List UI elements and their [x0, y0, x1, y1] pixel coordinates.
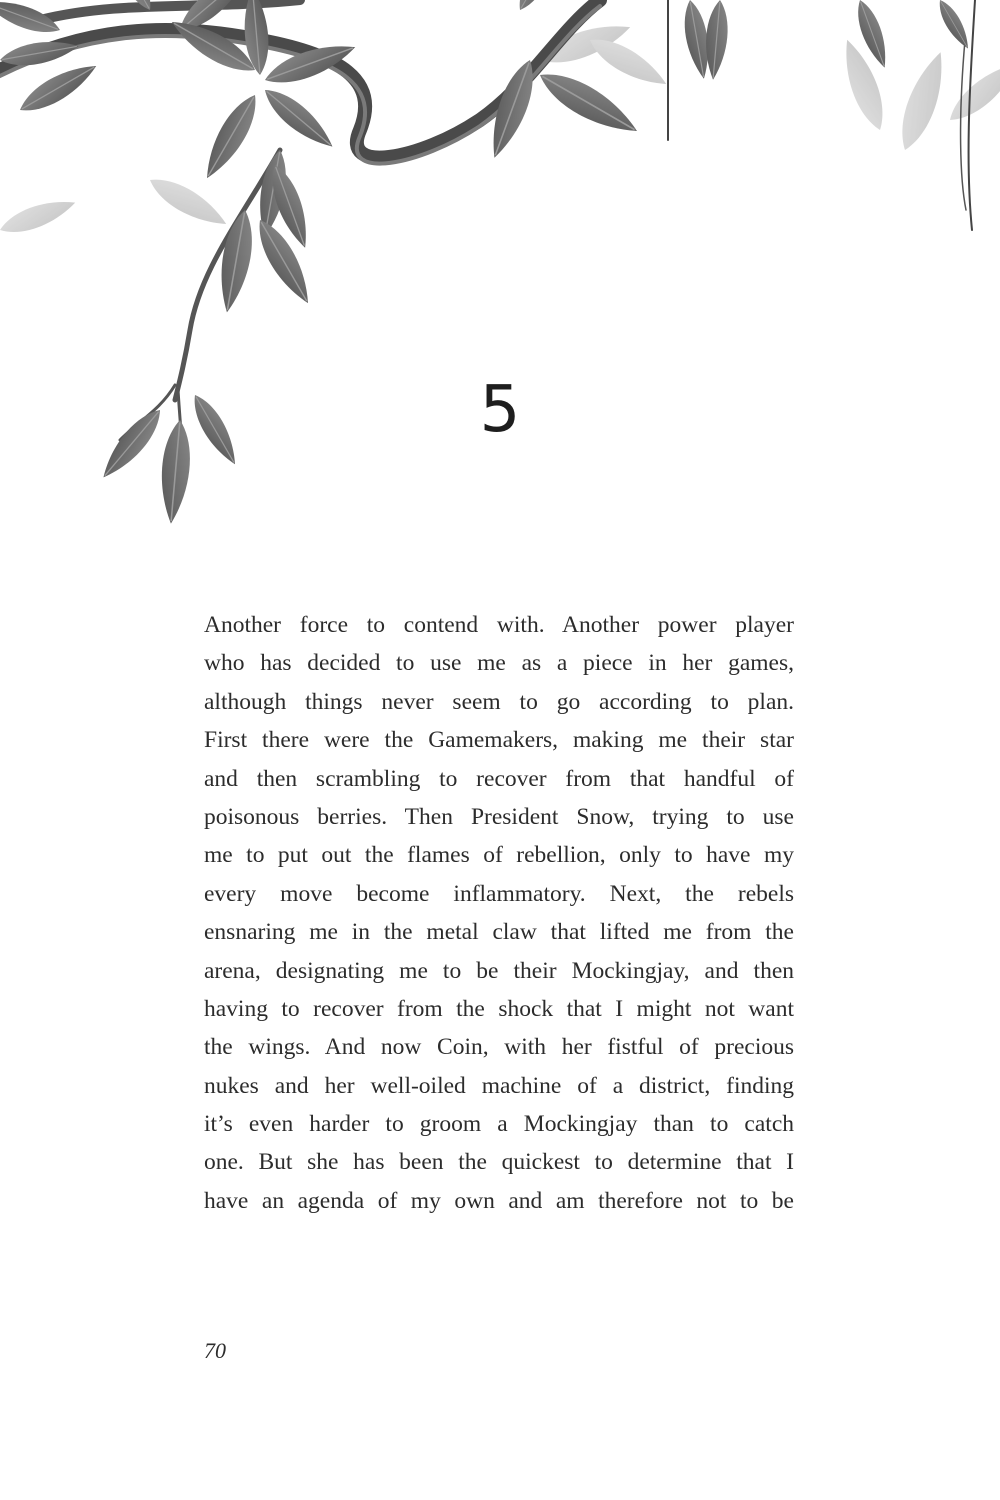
text-line: arena, designating me to be their Mockingjay, and then	[204, 957, 794, 984]
text-line: me to put out the flames of rebellion, only to have my	[204, 842, 794, 869]
text-line: ensnaring me in the metal claw that lifted me from the	[204, 919, 794, 946]
text-line: Another force to contend with. Another power player	[204, 612, 794, 638]
text-line: having to recover from the shock that I might not want	[204, 995, 794, 1022]
text-line: although things never seem to go according to plan.	[204, 688, 794, 715]
text-line: the wings. And now Coin, with her fistful of precious	[204, 1034, 794, 1061]
text-line: First there were the Gamemakers, making me their star	[204, 727, 794, 754]
text-line: poisonous berries. Then President Snow, trying to use	[204, 803, 794, 830]
text-line: have an agenda of my own and am therefore not to be	[204, 1187, 794, 1214]
chapter-number: 5	[479, 373, 521, 447]
text-line: who has decided to use me as a piece in her games,	[204, 650, 794, 677]
text-line: one. But she has been the quickest to determine that I	[204, 1149, 794, 1176]
text-line: every move become inflammatory. Next, the rebels	[204, 880, 794, 907]
body-text	[204, 606, 794, 1220]
text-line: nukes and her well-oiled machine of a district, finding	[204, 1072, 794, 1099]
text-line: and then scrambling to recover from that handful of	[204, 765, 794, 792]
vine-leaves-illustration	[0, 0, 1000, 580]
page-number: 70	[204, 1338, 226, 1363]
text-line: it’s even harder to groom a Mockingjay than to catch	[204, 1111, 794, 1138]
